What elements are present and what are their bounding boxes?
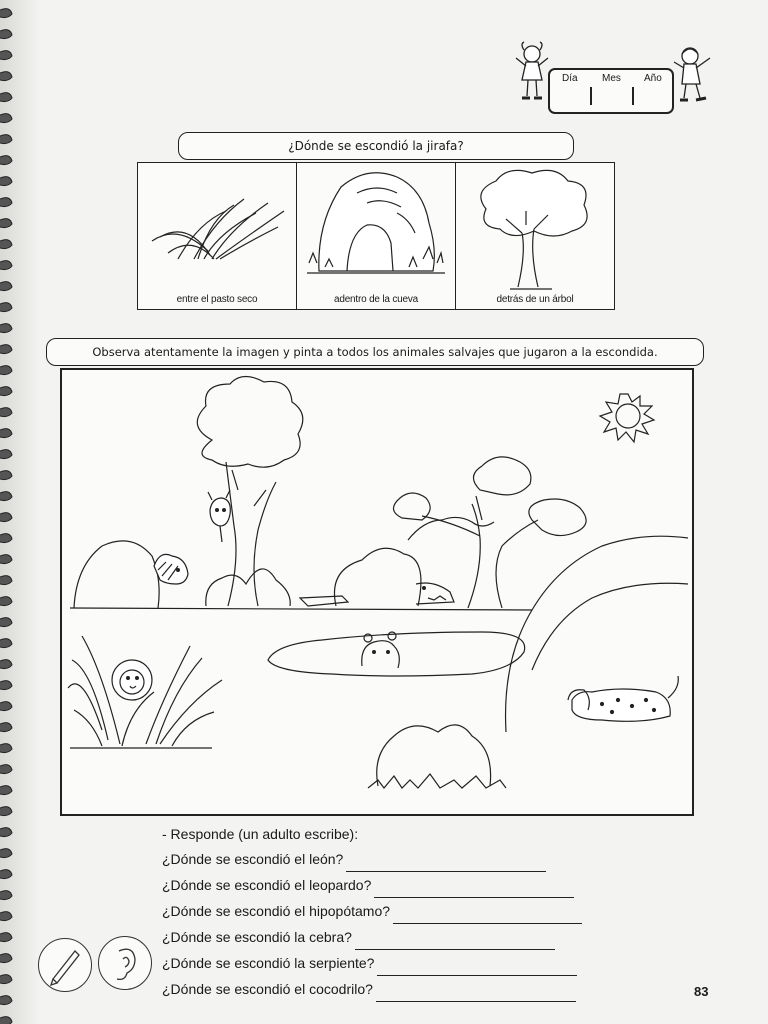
spiral-ring bbox=[0, 597, 12, 606]
answer-line[interactable] bbox=[377, 957, 577, 976]
spiral-ring bbox=[0, 177, 12, 186]
ear-icon bbox=[98, 936, 152, 990]
girl-illustration-icon bbox=[512, 40, 552, 106]
ground-grass-icon bbox=[368, 774, 506, 788]
spiral-ring bbox=[0, 849, 12, 858]
spiral-ring bbox=[0, 576, 12, 585]
answer-line[interactable] bbox=[374, 879, 574, 898]
spiral-ring bbox=[0, 387, 12, 396]
option-tree[interactable] bbox=[456, 163, 614, 309]
date-year-label: Año bbox=[644, 73, 662, 84]
date-month-label: Mes bbox=[602, 73, 621, 84]
question-label: ¿Dónde se escondió la cebra? bbox=[162, 929, 352, 945]
answer-options bbox=[137, 162, 615, 310]
question-label: ¿Dónde se escondió la serpiente? bbox=[162, 955, 375, 971]
boy-illustration-icon bbox=[672, 42, 714, 108]
giraffe-icon bbox=[208, 490, 230, 542]
spiral-ring bbox=[0, 492, 12, 501]
answer-row bbox=[162, 924, 582, 950]
question-label: ¿Dónde se escondió el hipopótamo? bbox=[162, 903, 391, 919]
spiral-ring bbox=[0, 93, 12, 102]
spiral-ring bbox=[0, 240, 12, 249]
spiral-ring bbox=[0, 702, 12, 711]
answer-section bbox=[162, 822, 582, 1002]
spiral-ring bbox=[0, 681, 12, 690]
question-title bbox=[178, 132, 574, 160]
spiral-ring bbox=[0, 366, 12, 375]
option-caption: entre el pasto seco bbox=[176, 294, 258, 305]
option-caption: adentro de la cueva bbox=[333, 294, 419, 305]
spiral-ring bbox=[0, 471, 12, 480]
center-bush-icon bbox=[334, 548, 420, 606]
answer-lead: - Responde (un adulto escribe): bbox=[162, 826, 359, 842]
spiral-ring bbox=[0, 72, 12, 81]
answer-row bbox=[162, 872, 582, 898]
small-bush-icon bbox=[206, 569, 290, 606]
option-cave[interactable] bbox=[297, 163, 456, 309]
spiral-ring bbox=[0, 807, 12, 816]
question-title-text: ¿Dónde se escondió la jirafa? bbox=[288, 139, 464, 153]
spiral-ring bbox=[0, 744, 12, 753]
spiral-ring bbox=[0, 912, 12, 921]
lion-icon bbox=[112, 660, 152, 700]
spiral-ring bbox=[0, 450, 12, 459]
instruction-title bbox=[46, 338, 704, 366]
grass-icon bbox=[138, 163, 296, 309]
spiral-ring bbox=[0, 786, 12, 795]
tree-icon bbox=[456, 163, 614, 309]
hippo-icon bbox=[362, 632, 400, 668]
spiral-ring bbox=[0, 114, 12, 123]
hiding-animals-scene[interactable] bbox=[60, 368, 694, 816]
sun-icon bbox=[600, 394, 654, 442]
cave-icon bbox=[297, 163, 455, 309]
spiral-ring bbox=[0, 765, 12, 774]
spiral-ring bbox=[0, 261, 12, 270]
spiral-ring bbox=[0, 429, 12, 438]
date-separator bbox=[590, 87, 592, 105]
spiral-ring bbox=[0, 870, 12, 879]
spiral-ring bbox=[0, 723, 12, 732]
spiral-ring bbox=[0, 303, 12, 312]
spiral-ring bbox=[0, 1017, 12, 1024]
spiral-ring bbox=[0, 51, 12, 60]
leopard-icon bbox=[568, 676, 678, 721]
snake-icon bbox=[408, 517, 494, 540]
question-label: ¿Dónde se escondió el león? bbox=[162, 851, 344, 867]
scene-drawing bbox=[62, 370, 692, 814]
spiral-ring bbox=[0, 534, 12, 543]
spiral-ring bbox=[0, 198, 12, 207]
pond-icon bbox=[268, 632, 525, 676]
spiral-ring bbox=[0, 975, 12, 984]
question-label: ¿Dónde se escondió el leopardo? bbox=[162, 877, 372, 893]
spiral-ring bbox=[0, 513, 12, 522]
crocodile-icon bbox=[300, 583, 454, 606]
date-day-label: Día bbox=[562, 73, 578, 84]
ground-line-icon bbox=[70, 608, 532, 610]
spiral-ring bbox=[0, 408, 12, 417]
spiral-ring bbox=[0, 324, 12, 333]
tall-tree-icon bbox=[197, 376, 302, 606]
page-number: 83 bbox=[694, 984, 709, 999]
spiral-ring bbox=[0, 996, 12, 1005]
spiral-ring bbox=[0, 345, 12, 354]
left-bush-icon bbox=[74, 541, 159, 608]
answer-row bbox=[162, 898, 582, 924]
spiral-ring bbox=[0, 933, 12, 942]
answer-line[interactable] bbox=[346, 853, 546, 872]
spiral-ring bbox=[0, 219, 12, 228]
answer-line[interactable] bbox=[355, 931, 555, 950]
instruction-text: Observa atentamente la imagen y pinta a todos los animales salvajes que jugaron a la escondida. bbox=[92, 345, 658, 359]
spiral-binding bbox=[0, 0, 16, 1024]
spiral-ring bbox=[0, 954, 12, 963]
answer-row bbox=[162, 846, 582, 872]
spiral-ring bbox=[0, 660, 12, 669]
spiral-ring bbox=[0, 828, 12, 837]
zebra-icon bbox=[154, 554, 188, 584]
spiral-ring bbox=[0, 555, 12, 564]
spiral-ring bbox=[0, 156, 12, 165]
answer-line[interactable] bbox=[376, 983, 576, 1002]
pencil-icon bbox=[38, 938, 92, 992]
question-label: ¿Dónde se escondió el cocodrilo? bbox=[162, 981, 373, 997]
spiral-ring bbox=[0, 30, 12, 39]
spiral-ring bbox=[0, 9, 12, 18]
spiral-ring bbox=[0, 618, 12, 627]
spiral-ring bbox=[0, 135, 12, 144]
spiral-ring bbox=[0, 282, 12, 291]
date-separator bbox=[632, 87, 634, 105]
date-box bbox=[548, 68, 674, 114]
spiral-ring bbox=[0, 891, 12, 900]
answer-row bbox=[162, 976, 582, 1002]
answer-line[interactable] bbox=[393, 905, 582, 924]
option-caption: detrás de un árbol bbox=[496, 294, 574, 305]
spiral-ring bbox=[0, 639, 12, 648]
answer-row bbox=[162, 950, 582, 976]
option-dry-grass[interactable] bbox=[138, 163, 297, 309]
